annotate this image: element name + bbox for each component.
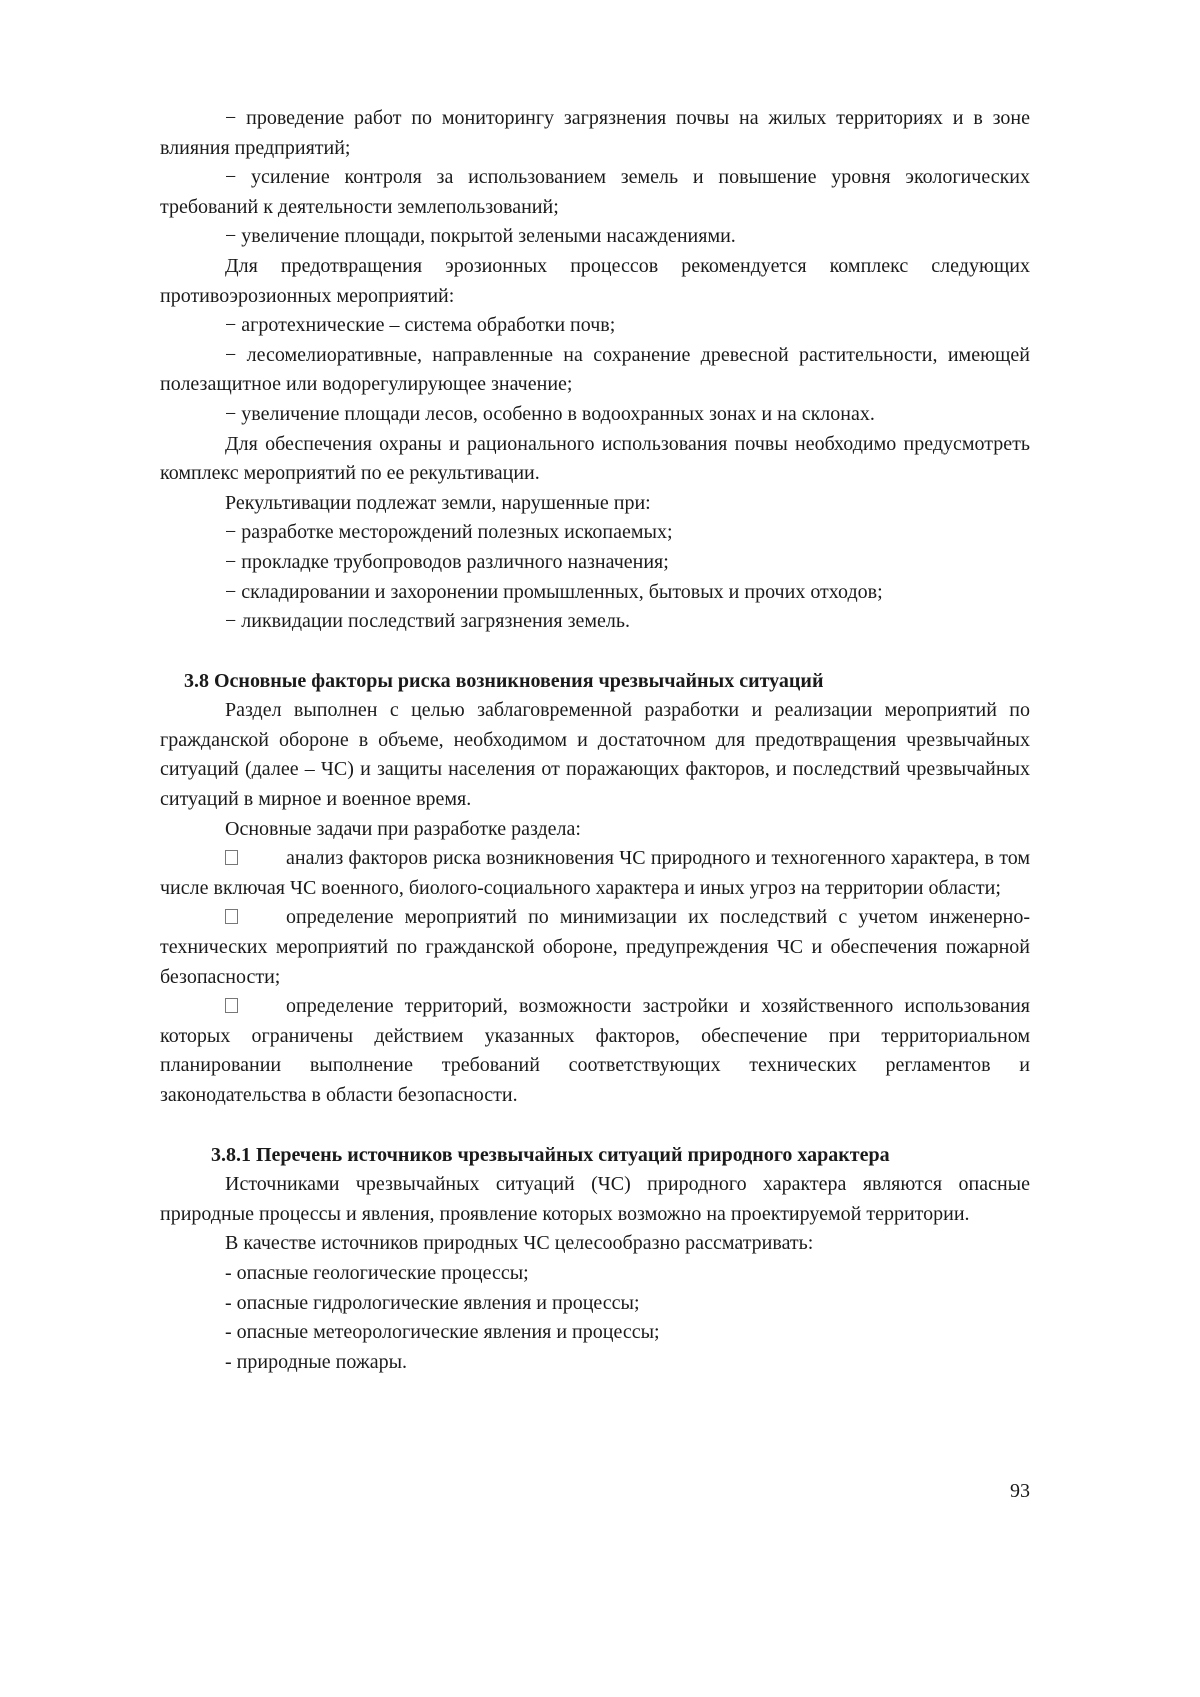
list-item: − проведение работ по мониторингу загрязнения почвы на жилых территориях и в зоне влияния предприятий; [160,107,1030,159]
section-heading-3-8-1: 3.8.1 Перечень источников чрезвычайных ситуаций природного характера [211,1143,890,1166]
bullet-box-icon [225,998,238,1013]
paragraph: Для предотвращения эрозионных процессов рекомендуется комплекс следующих противоэрозионных мероприятий: [160,254,1030,307]
section-intro: Источниками чрезвычайных ситуаций (ЧС) природного характера являются опасные природные процессы и явления, проявление которых возможно на проектируемой территории. [160,1173,1030,1225]
list-item: - опасные метеорологические явления и процессы; [225,1321,660,1344]
task-item: определение территорий, возможности застройки и хозяйственного использования которых ограничены действием указанных факторов, обеспечение при территориальном планировании выполнение требований соответствующих технических регламентов и законодательства в области безопасности. [160,995,1030,1106]
list-item: − увеличение площади, покрытой зелеными насаждениями. [225,225,736,248]
list-item: − ликвидации последствий загрязнения земель. [225,610,630,633]
list-item: - природные пожары. [225,1350,408,1373]
bullet-box-icon [225,850,238,865]
list-item: − усиление контроля за использованием земель и повышение уровня экологических требований к деятельности землепользований; [160,166,1030,218]
list-item: - опасные геологические процессы; [225,1261,529,1284]
list-item: − прокладке трубопроводов различного назначения; [225,550,669,573]
tasks-title: Основные задачи при разработке раздела: [225,817,581,840]
list-item: - опасные гидрологические явления и процессы; [225,1291,640,1314]
paragraph: Для обеспечения охраны и рационального использования почвы необходимо предусмотреть комплекс мероприятий по ее рекультивации. [160,432,1030,485]
section-intro: Раздел выполнен с целью заблаговременной разработки и реализации мероприятий по гражданской обороне в объеме, необходимом и достаточном для предотвращения чрезвычайных ситуаций (далее – ЧС) и защиты населения от поражающих факторов, и последствий чрезвычайных ситуаций в мирное и военное время. [160,699,1030,811]
section-heading-3-8: 3.8 Основные факторы риска возникновения чрезвычайных ситуаций [184,669,824,692]
list-item: − увеличение площади лесов, особенно в водоохранных зонах и на склонах. [225,402,875,425]
list-title: В качестве источников природных ЧС целесообразно рассматривать: [225,1232,814,1255]
list-item: − агротехнические – система обработки почв; [225,314,616,337]
paragraph: Рекультивации подлежат земли, нарушенные при: [225,491,651,514]
list-item: − складировании и захоронении промышленных, бытовых и прочих отходов; [225,580,883,603]
task-item: определение мероприятий по минимизации их последствий с учетом инженерно-технических мероприятий по гражданской обороне, предупреждения ЧС и обеспечения пожарной безопасности; [160,906,1030,988]
list-item: − лесомелиоративные, направленные на сохранение древесной растительности, имеющей полезащитное или водорегулирующее значение; [160,343,1030,396]
page-number: 93 [1010,1480,1030,1502]
task-item: анализ факторов риска возникновения ЧС природного и техногенного характера, в том числе включая ЧС военного, биолого-социального характера и иных угроз на территории области; [160,847,1030,899]
list-item: − разработке месторождений полезных ископаемых; [225,521,673,544]
bullet-box-icon [225,909,238,924]
page-content [160,104,1030,1377]
